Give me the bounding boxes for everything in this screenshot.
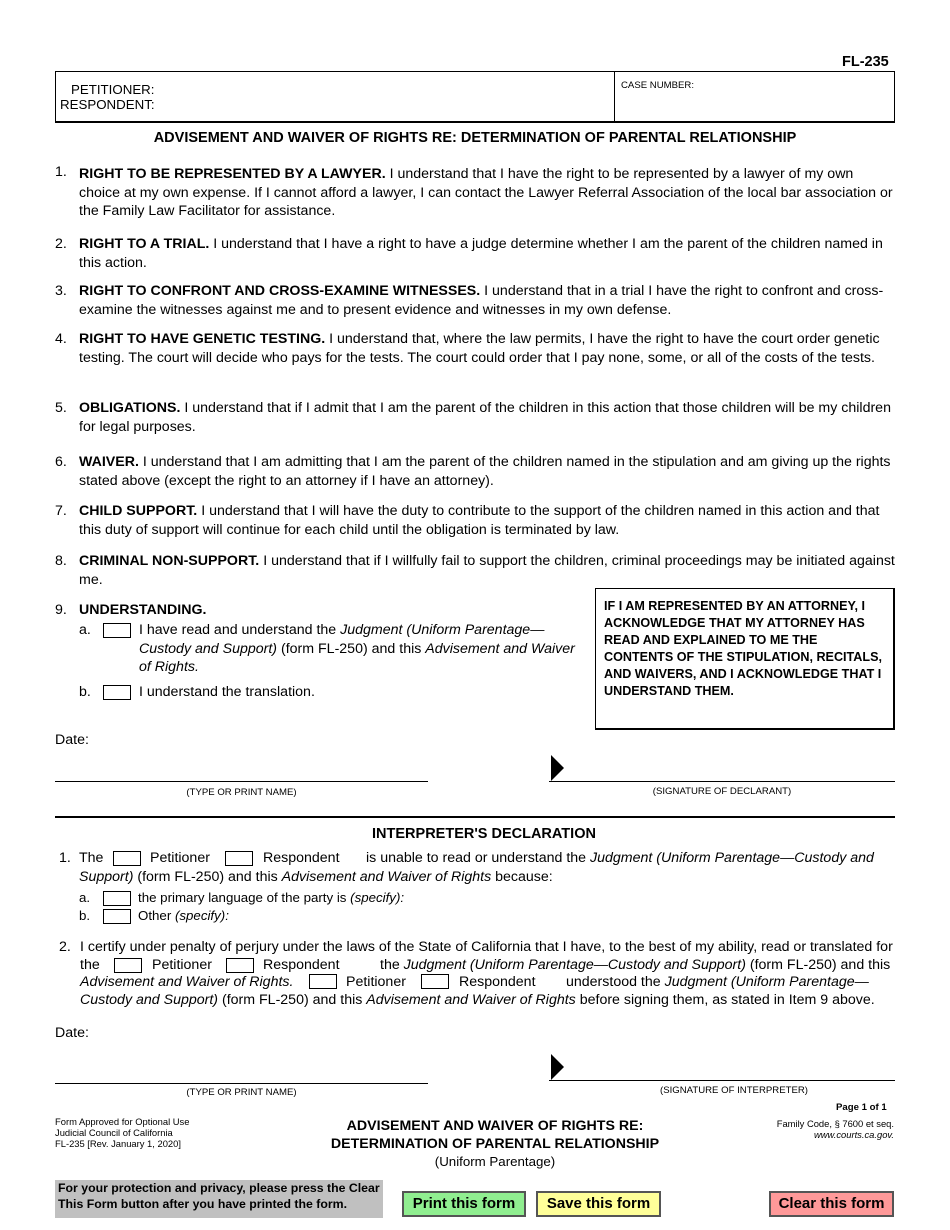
form-number: FL-235 [842, 54, 889, 70]
item-text: I understand that, where the law permits, I have the right to have the court order genetic testing. The court will decide who pays for the tests. The court could order that I pay none, some, or all of the costs of the tests. [79, 331, 880, 366]
item-text: I understand that in a trial I have the right to confront and cross-examine the witnesses against me and to present evidence and witnesses in my own defense. [79, 283, 884, 318]
interpreter-1-italic-1: Judgment (Uniform Parentage—Custody and Support) [79, 850, 874, 885]
footer-title-line-1: ADVISEMENT AND WAIVER OF RIGHTS RE: [346, 1118, 644, 1134]
interpreter-2-petitioner-checkbox[interactable] [114, 958, 142, 973]
item-9b-label: b. [79, 684, 91, 700]
other-reason-checkbox[interactable] [103, 909, 131, 924]
item-heading: RIGHT TO CONFRONT AND CROSS-EXAMINE WITNESSES. [79, 283, 481, 299]
item-number: 2. [55, 236, 67, 252]
item-number: 7. [55, 503, 67, 519]
interpreter-printed-name-line[interactable] [55, 1083, 428, 1084]
interpreter-date-label: Date: [55, 1025, 89, 1041]
item-heading: OBLIGATIONS. [79, 400, 181, 416]
interpreter-1-text-1: is unable to read or understand the [366, 850, 591, 866]
interpreter-2b-petitioner-checkbox[interactable] [309, 974, 337, 989]
page-number: Page 1 of 1 [836, 1102, 887, 1113]
interpreter-printed-name-caption: (TYPE OR PRINT NAME) [186, 1087, 297, 1098]
item-text: I understand that I have the right to be represented by a lawyer of my own choice at my own expense. If I cannot afford a lawyer, I can contact the Lawyer Referral Association of the local bar association or the Family Law Facilitator for assistance. [79, 166, 893, 219]
item-heading: RIGHT TO HAVE GENETIC TESTING. [79, 331, 326, 347]
item-9a-text-2: (form FL-250) and this [277, 640, 426, 657]
section-divider [55, 816, 895, 818]
item-9a-italic-2: Advisement and Waiver of Rights. [139, 640, 575, 675]
item-heading: CRIMINAL NON-SUPPORT. [79, 553, 260, 569]
interpreter-item-2-line-3 [566, 973, 869, 992]
item-heading: RIGHT TO A TRIAL. [79, 236, 210, 252]
interpreter-2-text-a: the [380, 957, 404, 973]
item-number: 1. [55, 164, 67, 180]
interpreter-item-2-line-4 [80, 991, 875, 1010]
interpreter-heading: INTERPRETER'S DECLARATION [372, 826, 596, 842]
item-text: I understand that I am admitting that I am the parent of the children named in the stipulation and am giving up the rights stated above (except the right to an attorney if I have an attorney). [79, 454, 891, 489]
item-7 [55, 502, 895, 539]
interpreter-1b-label: b. [79, 908, 91, 923]
footer-approval: Form Approved for Optional Use [55, 1116, 190, 1127]
interpreter-2b-respondent-checkbox[interactable] [421, 974, 449, 989]
footer-statute: Family Code, § 7600 et seq. [776, 1118, 894, 1129]
primary-language-checkbox[interactable] [103, 891, 131, 906]
interpreter-1a-label: a. [79, 890, 91, 905]
interpreter-2-italic-g: Advisement and Waiver of Rights [366, 992, 576, 1008]
interpreter-2-italic-a: Judgment (Uniform Parentage—Custody and Support) [403, 957, 746, 973]
item-number: 6. [55, 454, 67, 470]
date-label: Date: [55, 732, 89, 748]
item-heading: RIGHT TO BE REPRESENTED BY A LAWYER. [79, 166, 386, 182]
footer-title-line-2: DETERMINATION OF PARENTAL RELATIONSHIP [330, 1136, 660, 1152]
form-title: ADVISEMENT AND WAIVER OF RIGHTS RE: DETERMINATION OF PARENTAL RELATIONSHIP [153, 130, 797, 146]
interpreter-2-italic-e: Custody and Support) [80, 992, 219, 1008]
footer-council: Judicial Council of California [55, 1127, 173, 1139]
interpreter-2-understood: understood the [566, 974, 665, 990]
item-2 [55, 235, 895, 272]
interpreter-2b-petitioner-label: Petitioner [346, 974, 406, 990]
interpreter-2-text-b: (form FL-250) and this [745, 957, 891, 973]
caption-divider [614, 72, 615, 122]
item-4 [55, 330, 895, 367]
understand-judgment-checkbox[interactable] [103, 623, 131, 638]
save-form-button[interactable]: Save this form [536, 1191, 661, 1217]
interpreter-1-respondent-label: Respondent [263, 850, 340, 866]
interpreter-signature-caption: (SIGNATURE OF INTERPRETER) [660, 1085, 808, 1096]
item-heading: CHILD SUPPORT. [79, 503, 198, 519]
item-9b-text: I understand the translation. [139, 684, 315, 700]
item-5 [55, 399, 895, 436]
respondent-label: RESPONDENT: [60, 97, 155, 112]
item-text: I understand that I will have the duty to contribute to the support of the children named in this action and that this duty of support will continue for each child until the obligation is terminated by law. [79, 503, 880, 538]
item-3 [55, 282, 895, 319]
item-9a-italic-1: Judgment (Uniform Parentage—Custody and Support) [139, 622, 545, 657]
interpreter-item-1-number: 1. [59, 850, 71, 866]
interpreter-2-italic-d: Judgment (Uniform Parentage— [664, 974, 869, 990]
footer-right [700, 1118, 894, 1140]
other-reason-label: Other [138, 908, 175, 923]
declarant-signature-line[interactable] [549, 781, 895, 782]
interpreter-signature-line[interactable] [549, 1080, 895, 1081]
item-9a-text-1: I have read and understand the [139, 622, 341, 638]
footer-revision: FL-235 [Rev. January 1, 2020] [55, 1138, 181, 1150]
item-9a-text [139, 621, 589, 677]
item-number: 5. [55, 400, 67, 416]
print-form-button[interactable]: Print this form [402, 1191, 526, 1217]
item-number: 3. [55, 283, 67, 299]
interpreter-1-text-2: (form FL-250) and this [133, 868, 282, 885]
footer-left [55, 1116, 189, 1150]
item-text: I understand that if I admit that I am the parent of the children in this action that those children will be my children for legal purposes. [79, 400, 891, 435]
other-reason-specify: (specify): [174, 908, 229, 923]
caption-box [55, 71, 895, 123]
understand-translation-checkbox[interactable] [103, 685, 131, 700]
item-number: 8. [55, 553, 67, 569]
interpreter-1-italic-2: Advisement and Waiver of Rights [281, 868, 492, 885]
signature-arrow-icon [551, 755, 564, 781]
interpreter-signature-arrow-icon [551, 1054, 564, 1080]
interpreter-2-text-f: (form FL-250) and this [218, 992, 367, 1008]
interpreter-2b-respondent-label: Respondent [459, 974, 536, 990]
interpreter-2-text-h: before signing them, as stated in Item 9 above. [575, 992, 875, 1008]
interpreter-2-italic-c: Advisement and Waiver of Rights. [80, 974, 294, 990]
item-heading: WAIVER. [79, 454, 139, 470]
interpreter-2-respondent-checkbox[interactable] [226, 958, 254, 973]
primary-language-specify: (specify): [350, 890, 405, 905]
interpreter-item-1-text [79, 849, 895, 886]
interpreter-1-petitioner-label: Petitioner [150, 850, 210, 866]
attorney-acknowledgment-text: IF I AM REPRESENTED BY AN ATTORNEY, I ACKNOWLEDGE THAT MY ATTORNEY HAS READ AND EXPLAINED TO ME THE CONTENTS OF THE STIPULATION, RECITALS, AND WAIVERS, AND I ACKNOWLEDGE THAT I UNDERSTAND THEM. [604, 599, 882, 698]
printed-name-caption: (TYPE OR PRINT NAME) [186, 787, 297, 798]
item-8 [55, 552, 895, 589]
primary-language-label: the primary language of the party is [138, 890, 351, 905]
item-text: I understand that if I willfully fail to support the children, criminal proceedings may be initiated against me. [79, 553, 895, 588]
interpreter-2-petitioner-label: Petitioner [152, 957, 212, 973]
interpreter-item-1-the: The [79, 850, 104, 866]
interpreter-item-2-line-1: I certify under penalty of perjury under the laws of the State of California that I have, to the best of my ability, read or translated for [80, 939, 893, 955]
footer-subtitle: (Uniform Parentage) [434, 1154, 556, 1169]
interpreter-item-2-number: 2. [59, 939, 71, 955]
attorney-acknowledgment-box [595, 588, 895, 730]
petitioner-label: PETITIONER: [71, 82, 155, 97]
item-9a-label: a. [79, 622, 91, 638]
item-text: I understand that I have a right to have a judge determine whether I am the parent of the children named in this action. [79, 236, 883, 271]
interpreter-1b-text [138, 907, 229, 925]
printed-name-line[interactable] [55, 781, 428, 782]
item-number: 4. [55, 331, 67, 347]
clear-form-button[interactable]: Clear this form [769, 1191, 894, 1217]
footer-title [290, 1117, 700, 1153]
privacy-note: For your protection and privacy, please press the Clear This Form button after you have printed the form. [55, 1180, 383, 1218]
interpreter-1-text-3: because: [491, 868, 553, 885]
item-number: 9. [55, 602, 67, 618]
item-heading: UNDERSTANDING. [79, 602, 207, 618]
declarant-signature-caption: (SIGNATURE OF DECLARANT) [652, 786, 792, 797]
interpreter-1a-text [138, 889, 404, 907]
interpreter-item-2-line-2 [380, 956, 890, 975]
item-1 [55, 165, 895, 221]
item-6 [55, 453, 895, 490]
item-9 [55, 601, 595, 620]
footer-website: www.courts.ca.gov. [813, 1129, 894, 1141]
case-number-label: CASE NUMBER: [621, 80, 695, 91]
interpreter-item-2-the: the [80, 957, 100, 973]
interpreter-2-respondent-label: Respondent [263, 957, 340, 973]
